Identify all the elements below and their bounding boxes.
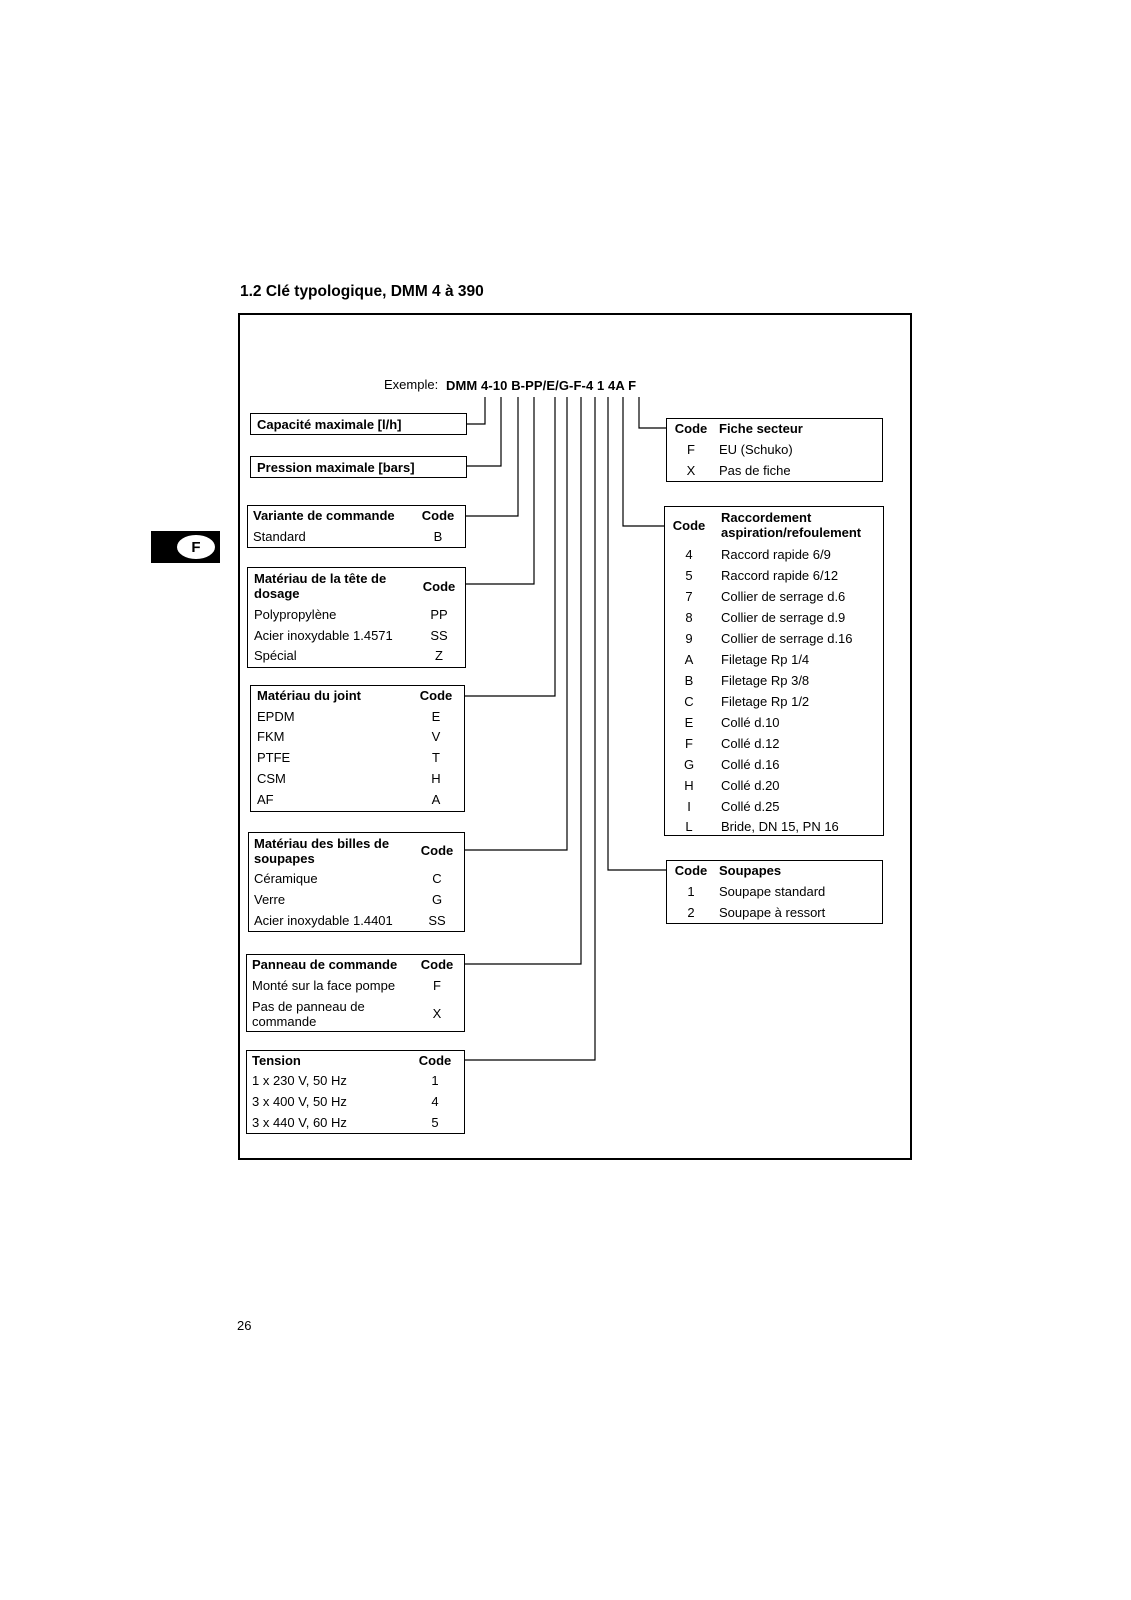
table-row <box>665 650 883 671</box>
connection-name: Collier de serrage d.16 <box>721 631 853 647</box>
connection-code: I <box>687 799 691 815</box>
gasket-code-header: Code <box>419 688 453 704</box>
table-row <box>667 903 882 924</box>
control-variant-header: Variante de commande <box>253 508 395 524</box>
voltage-code: 1 <box>431 1073 439 1089</box>
gasket-name: FKM <box>257 729 285 745</box>
mains-plug-header: Fiche secteur <box>719 421 803 437</box>
gasket-header: Matériau du joint <box>257 688 361 704</box>
table-row <box>665 817 883 838</box>
gasket-name: EPDM <box>257 709 295 725</box>
valve-balls-name: Verre <box>254 892 286 908</box>
control-panel-code: X <box>432 1006 442 1022</box>
gasket-code: A <box>431 792 441 808</box>
connection-name: Collé d.16 <box>721 757 780 773</box>
table-row <box>667 882 882 903</box>
dosing-head-header: Matériau de la tête de dosage <box>254 571 387 601</box>
table-row <box>247 1071 464 1092</box>
connection-name: Filetage Rp 1/2 <box>721 694 810 710</box>
connection-header: Raccordement aspiration/refoulement <box>721 510 862 540</box>
table-row <box>247 997 464 1032</box>
pressure-label: Pression maximale [bars] <box>257 459 415 475</box>
table-row <box>247 1092 464 1113</box>
control-panel-code-header: Code <box>420 957 454 973</box>
valves-name: Soupape à ressort <box>719 905 826 921</box>
table-row <box>248 527 465 548</box>
table-row <box>665 797 883 818</box>
connection-name: Filetage Rp 1/4 <box>721 652 810 668</box>
connection-code: C <box>684 694 694 710</box>
connection-table <box>664 506 884 836</box>
connection-name: Collé d.25 <box>721 799 780 815</box>
table-row <box>251 727 464 748</box>
voltage-name: 3 x 400 V, 50 Hz <box>252 1094 347 1110</box>
table-row <box>665 629 883 650</box>
dosing-head-name: Polypropylène <box>254 607 337 623</box>
mains-plug-code: F <box>687 442 695 458</box>
page-number: 26 <box>237 1318 252 1333</box>
connection-name: Bride, DN 15, PN 16 <box>721 819 839 835</box>
control-panel-table <box>246 954 465 1032</box>
table-row <box>251 748 464 769</box>
gasket-name: CSM <box>257 771 286 787</box>
connection-name: Collé d.10 <box>721 715 780 731</box>
connection-name: Raccord rapide 6/12 <box>721 568 839 584</box>
section-title: 1.2 Clé typologique, DMM 4 à 390 <box>240 283 484 300</box>
table-row <box>247 976 464 997</box>
table-row <box>665 776 883 797</box>
connection-name: Collier de serrage d.9 <box>721 610 846 626</box>
connection-name: Collé d.12 <box>721 736 780 752</box>
valve-balls-table <box>248 832 465 932</box>
valves-code: 2 <box>687 905 695 921</box>
valves-table <box>666 860 883 924</box>
voltage-code-header: Code <box>418 1053 452 1069</box>
valves-code-header: Code <box>674 863 708 879</box>
control-variant-code: B <box>433 529 443 545</box>
control-variant-name: Standard <box>253 529 306 545</box>
valve-balls-code: SS <box>428 913 446 929</box>
table-row <box>667 440 882 461</box>
valve-balls-code: C <box>432 871 442 887</box>
valve-balls-name: Céramique <box>254 871 318 887</box>
table-row <box>665 671 883 692</box>
mains-plug-code: X <box>686 463 696 479</box>
valves-name: Soupape standard <box>719 884 826 900</box>
dosing-head-name: Spécial <box>254 648 297 664</box>
table-row <box>665 755 883 776</box>
valve-balls-header: Matériau des billes de soupapes <box>254 835 390 866</box>
dosing-head-name: Acier inoxydable 1.4571 <box>254 628 393 644</box>
control-variant-table <box>247 505 466 548</box>
connection-code: L <box>685 819 693 835</box>
voltage-header: Tension <box>252 1053 301 1069</box>
gasket-code: H <box>431 771 441 787</box>
gasket-name: AF <box>257 792 274 808</box>
table-row <box>665 734 883 755</box>
gasket-code: E <box>431 709 441 725</box>
table-row <box>251 707 464 728</box>
connection-code: 5 <box>685 568 693 584</box>
control-panel-name: Pas de panneau de commande <box>252 998 365 1029</box>
capacity-box <box>250 413 467 435</box>
table-row <box>665 566 883 587</box>
valves-code: 1 <box>687 884 695 900</box>
connection-name: Filetage Rp 3/8 <box>721 673 810 689</box>
mains-plug-code-header: Code <box>674 421 708 437</box>
valve-balls-name: Acier inoxydable 1.4401 <box>254 913 393 929</box>
table-row <box>249 911 464 932</box>
table-row <box>665 692 883 713</box>
table-row <box>251 790 464 811</box>
connection-code: E <box>684 715 694 731</box>
connection-code: B <box>684 673 694 689</box>
gasket-name: PTFE <box>257 750 291 766</box>
language-tab-label: F <box>177 535 215 559</box>
dosing-head-code: PP <box>430 607 448 623</box>
valves-header: Soupapes <box>719 863 782 879</box>
gasket-code: V <box>431 729 441 745</box>
table-row <box>248 626 465 647</box>
connection-code: G <box>683 757 695 773</box>
connection-name: Raccord rapide 6/9 <box>721 547 831 563</box>
table-row <box>248 605 465 626</box>
mains-plug-name: EU (Schuko) <box>719 442 793 458</box>
connection-code-header: Code <box>672 517 706 533</box>
control-panel-code: F <box>433 978 441 994</box>
dosing-head-code: Z <box>435 648 443 664</box>
table-row <box>665 608 883 629</box>
table-row <box>249 869 464 890</box>
control-panel-header: Panneau de commande <box>252 957 398 973</box>
connection-code: H <box>684 778 694 794</box>
table-row <box>248 646 465 667</box>
connection-code: 9 <box>685 631 693 647</box>
example-code: DMM 4-10 B-PP/E/G-F-4 1 4A F <box>446 378 637 393</box>
connection-code: F <box>685 736 693 752</box>
capacity-label: Capacité maximale [l/h] <box>257 416 402 432</box>
control-panel-name: Monté sur la face pompe <box>252 978 396 994</box>
pressure-box <box>250 456 467 478</box>
table-row <box>249 890 464 911</box>
voltage-name: 3 x 440 V, 60 Hz <box>252 1115 347 1131</box>
mains-plug-table <box>666 418 883 482</box>
table-row <box>251 769 464 790</box>
table-row <box>667 461 882 482</box>
dosing-head-code: SS <box>430 628 448 644</box>
mains-plug-name: Pas de fiche <box>719 463 791 479</box>
table-row <box>247 1113 464 1134</box>
gasket-table <box>250 685 465 812</box>
table-row <box>665 713 883 734</box>
valve-balls-code-header: Code <box>420 843 454 859</box>
connection-name: Collier de serrage d.6 <box>721 589 846 605</box>
table-row <box>665 545 883 566</box>
voltage-code: 4 <box>431 1094 439 1110</box>
example-label: Exemple: <box>384 377 439 392</box>
connection-code: A <box>684 652 694 668</box>
voltage-name: 1 x 230 V, 50 Hz <box>252 1073 347 1089</box>
voltage-code: 5 <box>431 1115 439 1131</box>
connection-name: Collé d.20 <box>721 778 780 794</box>
gasket-code: T <box>432 750 440 766</box>
table-row <box>665 587 883 608</box>
dosing-head-code-header: Code <box>422 578 456 594</box>
connection-code: 7 <box>685 589 693 605</box>
valve-balls-code: G <box>431 892 443 908</box>
connection-code: 4 <box>685 547 693 563</box>
voltage-table <box>246 1050 465 1134</box>
control-variant-code-header: Code <box>421 508 455 524</box>
connection-code: 8 <box>685 610 693 626</box>
dosing-head-table <box>247 567 466 668</box>
